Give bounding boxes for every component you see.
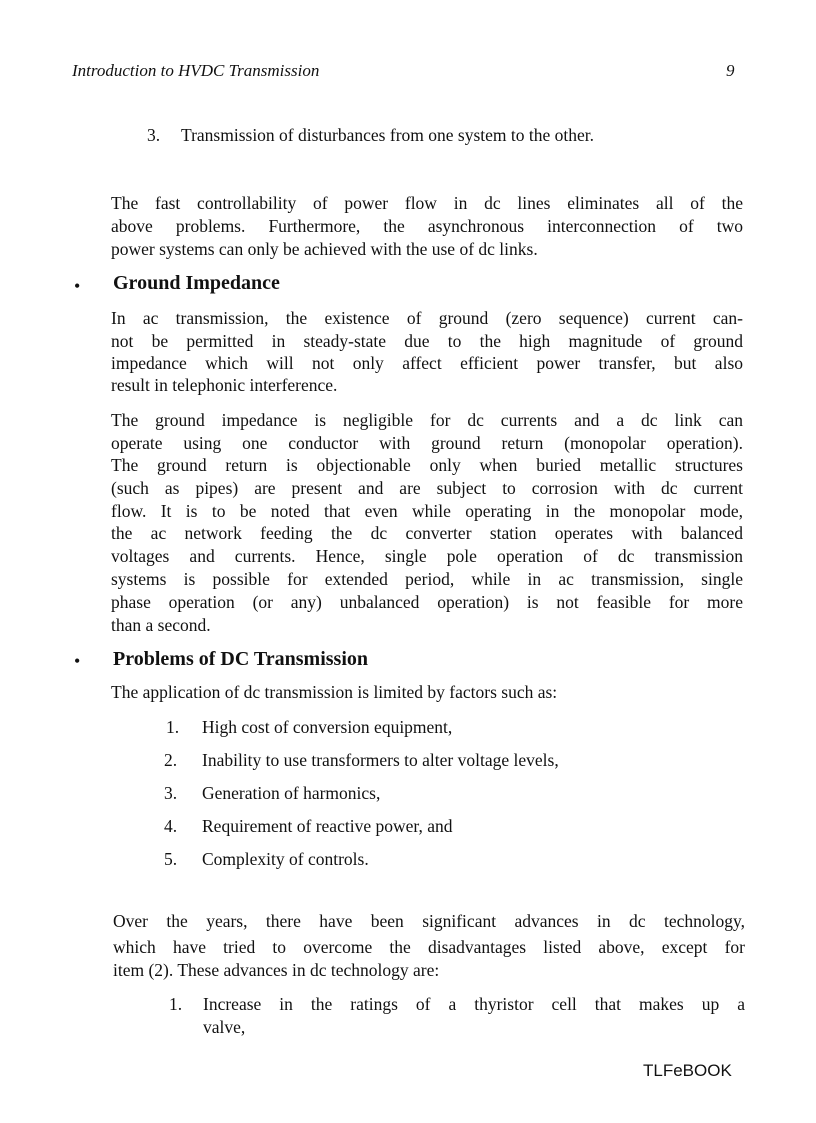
paragraph-line: In ac transmission, the existence of ground (zero sequence) current can- xyxy=(111,308,743,328)
list-text: Requirement of reactive power, and xyxy=(202,816,453,836)
paragraph-line: item (2). These advances in dc technology are: xyxy=(113,960,440,980)
paragraph-line: which have tried to overcome the disadvantages listed above, except for xyxy=(113,937,745,957)
paragraph-line: not be permitted in steady-state due to the high magnitude of ground xyxy=(111,331,743,351)
paragraph-line: systems is possible for extended period, while in ac transmission, single xyxy=(111,569,743,589)
list-number: 3. xyxy=(147,125,161,145)
list-text: High cost of conversion equipment, xyxy=(202,717,453,737)
bullet-icon: • xyxy=(74,276,81,296)
heading-text: Ground Impedance xyxy=(113,272,280,294)
list-text: Transmission of disturbances from one system to the other. xyxy=(181,125,594,145)
paragraph-line: impedance which will not only affect efficient power transfer, but also xyxy=(111,353,743,373)
heading-text: Problems of DC Transmission xyxy=(113,648,369,670)
paragraph-line: flow. It is to be noted that even while operating in the monopolar mode, xyxy=(111,501,743,521)
list-text: Increase in the ratings of a thyristor cell that makes up a xyxy=(203,994,745,1014)
list-number: 1. xyxy=(169,994,183,1014)
paragraph-line: phase operation (or any) unbalanced operation) is not feasible for more xyxy=(111,592,743,612)
list-number: 2. xyxy=(164,750,178,770)
paragraph-line: The ground impedance is negligible for dc currents and a dc link can xyxy=(111,410,743,430)
paragraph-line: the ac network feeding the dc converter station operates with balanced xyxy=(111,523,743,543)
header-title: Introduction to HVDC Transmission xyxy=(72,61,320,80)
list-text: Inability to use transformers to alter voltage levels, xyxy=(202,750,559,770)
list-text: Generation of harmonics, xyxy=(202,783,381,803)
paragraph-line: (such as pipes) are present and are subject to corrosion with dc current xyxy=(111,478,743,498)
paragraph-line: The ground return is objectionable only when buried metallic structures xyxy=(111,455,743,475)
bullet-icon: • xyxy=(74,651,81,671)
page-number: 9 xyxy=(726,61,735,80)
list-text: valve, xyxy=(203,1017,246,1037)
list-number: 5. xyxy=(164,849,178,869)
paragraph-line: Over the years, there have been significant advances in dc technology, xyxy=(113,911,745,931)
paragraph-line: The application of dc transmission is limited by factors such as: xyxy=(111,682,558,702)
watermark: TLFeBOOK xyxy=(643,1061,732,1080)
paragraph-line: operate using one conductor with ground return (monopolar operation). xyxy=(111,433,743,453)
paragraph-line: voltages and currents. Hence, single pole operation of dc transmission xyxy=(111,546,743,566)
list-text: Complexity of controls. xyxy=(202,849,369,869)
paragraph-line: than a second. xyxy=(111,615,211,635)
list-number: 1. xyxy=(166,717,180,737)
paragraph-line: power systems can only be achieved with the use of dc links. xyxy=(111,239,538,259)
paragraph-line: The fast controllability of power flow in dc lines eliminates all of the xyxy=(111,193,743,213)
paragraph-line: above problems. Furthermore, the asynchronous interconnection of two xyxy=(111,216,743,236)
list-number: 4. xyxy=(164,816,178,836)
list-number: 3. xyxy=(164,783,178,803)
paragraph-line: result in telephonic interference. xyxy=(111,375,338,395)
